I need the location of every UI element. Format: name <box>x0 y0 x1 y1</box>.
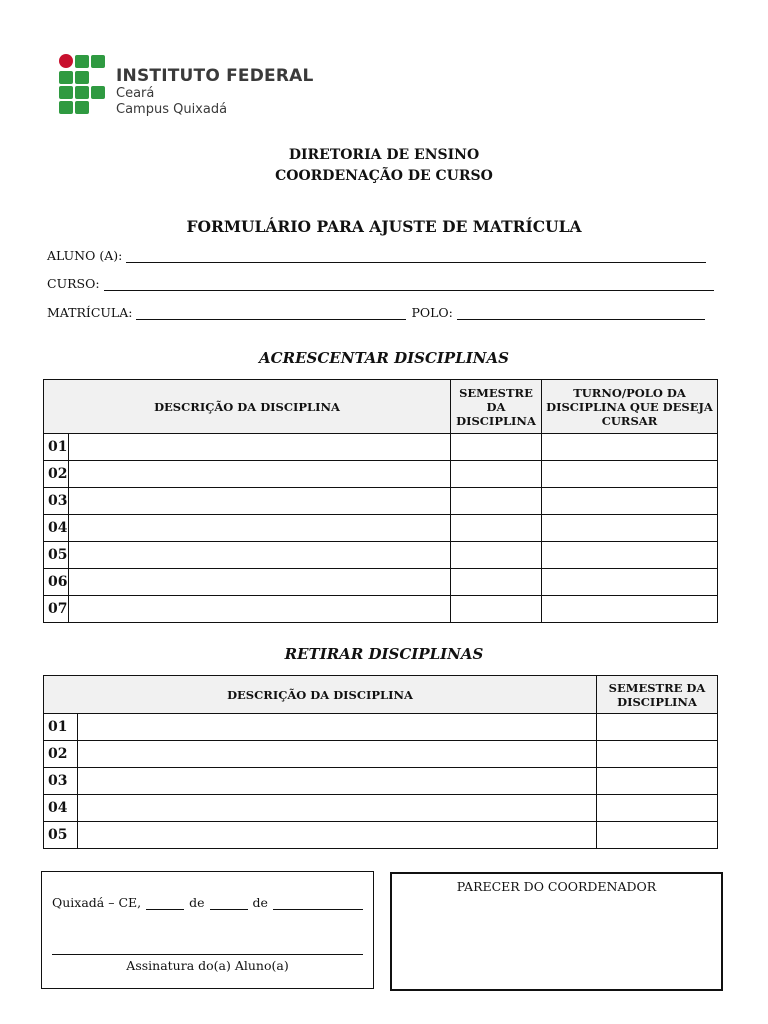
row-number: 01 <box>44 434 69 461</box>
place-label: Quixadá – CE, <box>52 895 142 910</box>
row-number: 03 <box>44 488 69 515</box>
description-cell[interactable] <box>78 795 597 822</box>
semester-cell[interactable] <box>451 488 542 515</box>
logo-subtitle-campus: Campus Quixadá <box>116 102 228 117</box>
semester-cell[interactable] <box>597 795 718 822</box>
table-row <box>44 542 718 569</box>
header-directorate: DIRETORIA DE ENSINO <box>288 147 480 163</box>
description-cell[interactable] <box>69 515 451 542</box>
description-cell[interactable] <box>78 741 597 768</box>
month-input-line[interactable] <box>210 897 248 910</box>
shift-cell[interactable] <box>542 542 718 569</box>
shift-cell[interactable] <box>542 434 718 461</box>
table-row <box>44 515 718 542</box>
header-coordination: COORDENAÇÃO DE CURSO <box>275 168 493 184</box>
course-label: CURSO: <box>47 276 100 291</box>
remove-disciplines-table <box>43 675 718 849</box>
description-cell[interactable] <box>69 488 451 515</box>
row-number: 05 <box>44 542 69 569</box>
table-row <box>44 741 718 768</box>
logo-mark-icon <box>58 54 108 116</box>
table-row <box>44 569 718 596</box>
registration-field-row <box>47 305 705 320</box>
signature-box <box>41 871 374 989</box>
day-input-line[interactable] <box>146 897 184 910</box>
shift-cell[interactable] <box>542 515 718 542</box>
row-number: 02 <box>44 741 78 768</box>
row-number: 01 <box>44 714 78 741</box>
row-number: 02 <box>44 461 69 488</box>
polo-input-line[interactable] <box>457 307 705 320</box>
row-number: 05 <box>44 822 78 849</box>
coordinator-opinion-box[interactable] <box>390 872 723 991</box>
semester-cell[interactable] <box>597 768 718 795</box>
description-cell[interactable] <box>69 434 451 461</box>
shift-cell[interactable] <box>542 488 718 515</box>
remove-header-description: DESCRIÇÃO DA DISCIPLINA <box>44 676 597 714</box>
de-label-1: de <box>189 895 205 910</box>
description-cell[interactable] <box>69 569 451 596</box>
form-title: FORMULÁRIO PARA AJUSTE DE MATRÍCULA <box>186 217 582 236</box>
coordinator-opinion-title: PARECER DO COORDENADOR <box>456 879 657 894</box>
student-input-line[interactable] <box>126 250 706 263</box>
semester-cell[interactable] <box>597 741 718 768</box>
year-input-line[interactable] <box>273 897 363 910</box>
date-line <box>52 895 363 910</box>
shift-cell[interactable] <box>542 596 718 623</box>
semester-cell[interactable] <box>451 461 542 488</box>
semester-cell[interactable] <box>597 714 718 741</box>
add-header-description: DESCRIÇÃO DA DISCIPLINA <box>44 380 451 434</box>
remove-section-title: RETIRAR DISCIPLINAS <box>284 645 484 663</box>
description-cell[interactable] <box>78 714 597 741</box>
table-row <box>44 795 718 822</box>
institution-logo <box>58 54 318 118</box>
row-number: 06 <box>44 569 69 596</box>
add-header-semester: SEMESTRE DA DISCIPLINA <box>451 380 542 434</box>
row-number: 04 <box>44 515 69 542</box>
semester-cell[interactable] <box>597 822 718 849</box>
semester-cell[interactable] <box>451 434 542 461</box>
signature-label: Assinatura do(a) Aluno(a) <box>126 958 289 973</box>
signature-line[interactable] <box>52 954 363 955</box>
add-section-title: ACRESCENTAR DISCIPLINAS <box>259 349 509 367</box>
logo-title: INSTITUTO FEDERAL <box>116 66 314 86</box>
table-row <box>44 822 718 849</box>
semester-cell[interactable] <box>451 515 542 542</box>
add-header-shift: TURNO/POLO DA DISCIPLINA QUE DESEJA CURSAR <box>542 380 718 434</box>
registration-input-line[interactable] <box>136 307 406 320</box>
description-cell[interactable] <box>69 461 451 488</box>
row-number: 04 <box>44 795 78 822</box>
registration-label: MATRÍCULA: <box>47 305 133 320</box>
add-table-header-row <box>44 380 718 434</box>
logo-subtitle-state: Ceará <box>116 86 155 101</box>
table-row <box>44 488 718 515</box>
remove-header-semester: SEMESTRE DA DISCIPLINA <box>597 676 718 714</box>
course-field-row <box>47 276 714 291</box>
shift-cell[interactable] <box>542 461 718 488</box>
table-row <box>44 461 718 488</box>
table-row <box>44 596 718 623</box>
shift-cell[interactable] <box>542 569 718 596</box>
semester-cell[interactable] <box>451 596 542 623</box>
semester-cell[interactable] <box>451 542 542 569</box>
row-number: 07 <box>44 596 69 623</box>
description-cell[interactable] <box>78 768 597 795</box>
remove-table-header-row <box>44 676 718 714</box>
student-field-row <box>47 248 706 263</box>
polo-label: POLO: <box>411 305 453 320</box>
table-row <box>44 768 718 795</box>
semester-cell[interactable] <box>451 569 542 596</box>
description-cell[interactable] <box>69 596 451 623</box>
table-row <box>44 714 718 741</box>
table-row <box>44 434 718 461</box>
course-input-line[interactable] <box>104 278 714 291</box>
description-cell[interactable] <box>78 822 597 849</box>
row-number: 03 <box>44 768 78 795</box>
add-disciplines-table <box>43 379 718 623</box>
student-label: ALUNO (A): <box>47 248 123 263</box>
de-label-2: de <box>252 895 268 910</box>
description-cell[interactable] <box>69 542 451 569</box>
